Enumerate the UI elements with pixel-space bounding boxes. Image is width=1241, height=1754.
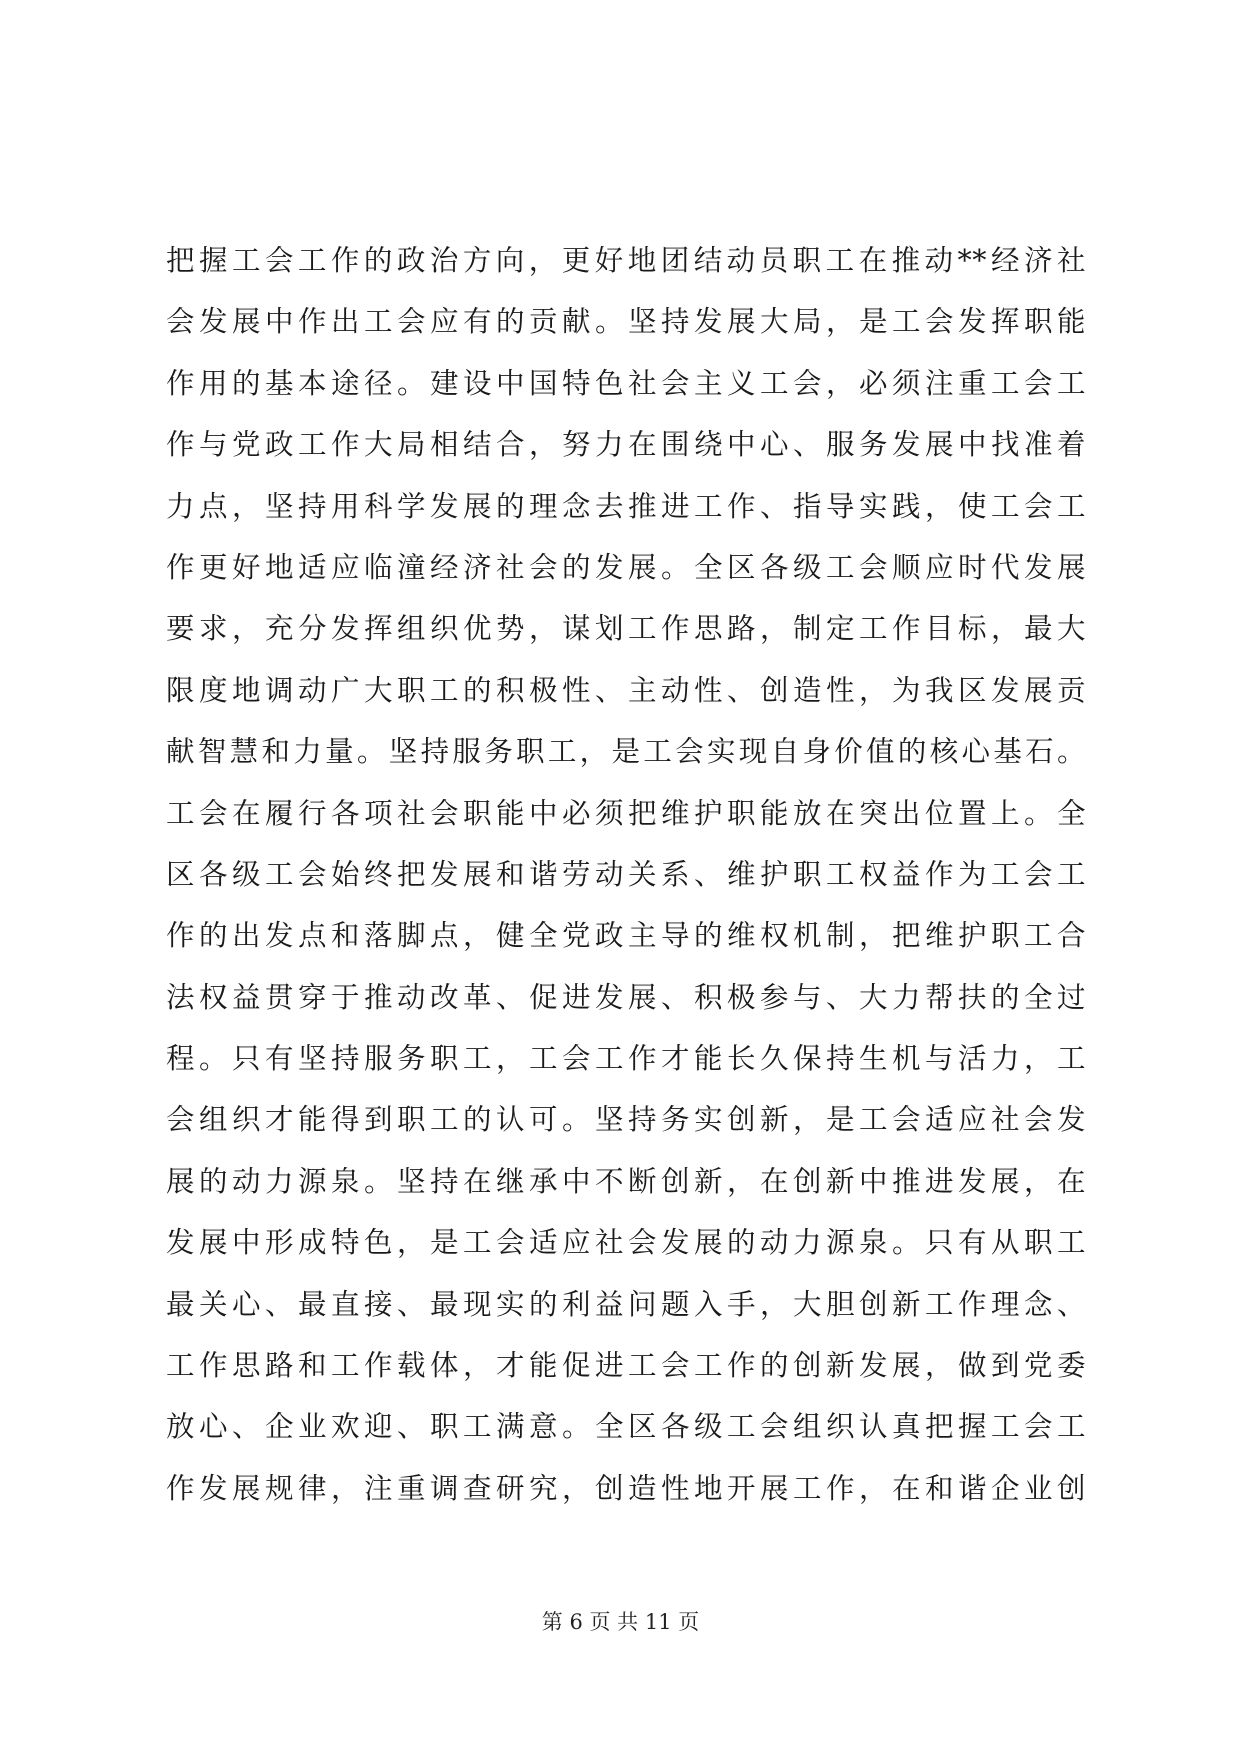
page-footer: [0, 1610, 1241, 1634]
text-line-15: 会组织才能得到职工的认可。坚持务实创新，是工会适应社会发: [166, 1103, 1086, 1137]
text-line-9: 献智慧和力量。坚持服务职工，是工会实现自身价值的核心基石。: [166, 735, 1086, 769]
text-line-6: 作更好地适应临潼经济社会的发展。全区各级工会顺应时代发展: [166, 550, 1086, 584]
page-number-indicator: 第 6 页 共 11 页: [541, 1610, 700, 1634]
text-line-10: 工会在履行各项社会职能中必须把维护职能放在突出位置上。全: [166, 796, 1086, 830]
text-line-17: 发展中形成特色，是工会适应社会发展的动力源泉。只有从职工: [166, 1226, 1086, 1260]
text-line-16: 展的动力源泉。坚持在继承中不断创新，在创新中推进发展，在: [166, 1164, 1086, 1198]
text-line-3: 作用的基本途径。建设中国特色社会主义工会，必须注重工会工: [166, 366, 1086, 400]
text-line-1: 把握工会工作的政治方向，更好地团结动员职工在推动**经济社: [166, 244, 1086, 277]
text-line-7: 要求，充分发挥组织优势，谋划工作思路，制定工作目标，最大: [166, 612, 1086, 646]
text-line-2: 会发展中作出工会应有的贡献。坚持发展大局，是工会发挥职能: [166, 305, 1086, 339]
text-line-21: 作发展规律，注重调查研究，创造性地开展工作，在和谐企业创: [166, 1471, 1086, 1505]
text-line-11: 区各级工会始终把发展和谐劳动关系、维护职工权益作为工会工: [166, 857, 1086, 891]
text-line-18: 最关心、最直接、最现实的利益问题入手，大胆创新工作理念、: [166, 1287, 1086, 1321]
text-line-20: 放心、企业欢迎、职工满意。全区各级工会组织认真把握工会工: [166, 1410, 1086, 1444]
text-line-4: 作与党政工作大局相结合，努力在围绕中心、服务发展中找准着: [166, 428, 1086, 462]
text-line-12: 作的出发点和落脚点，健全党政主导的维权机制，把维护职工合: [166, 919, 1086, 953]
text-line-5: 力点，坚持用科学发展的理念去推进工作、指导实践，使工会工: [166, 489, 1086, 523]
text-line-14: 程。只有坚持服务职工，工会工作才能长久保持生机与活力，工: [166, 1042, 1086, 1076]
body-paragraph: [166, 230, 1086, 1519]
text-line-13: 法权益贯穿于推动改革、促进发展、积极参与、大力帮扶的全过: [166, 980, 1086, 1014]
text-line-8: 限度地调动广大职工的积极性、主动性、创造性，为我区发展贡: [166, 673, 1086, 707]
text-line-19: 工作思路和工作载体，才能促进工会工作的创新发展，做到党委: [166, 1349, 1086, 1383]
